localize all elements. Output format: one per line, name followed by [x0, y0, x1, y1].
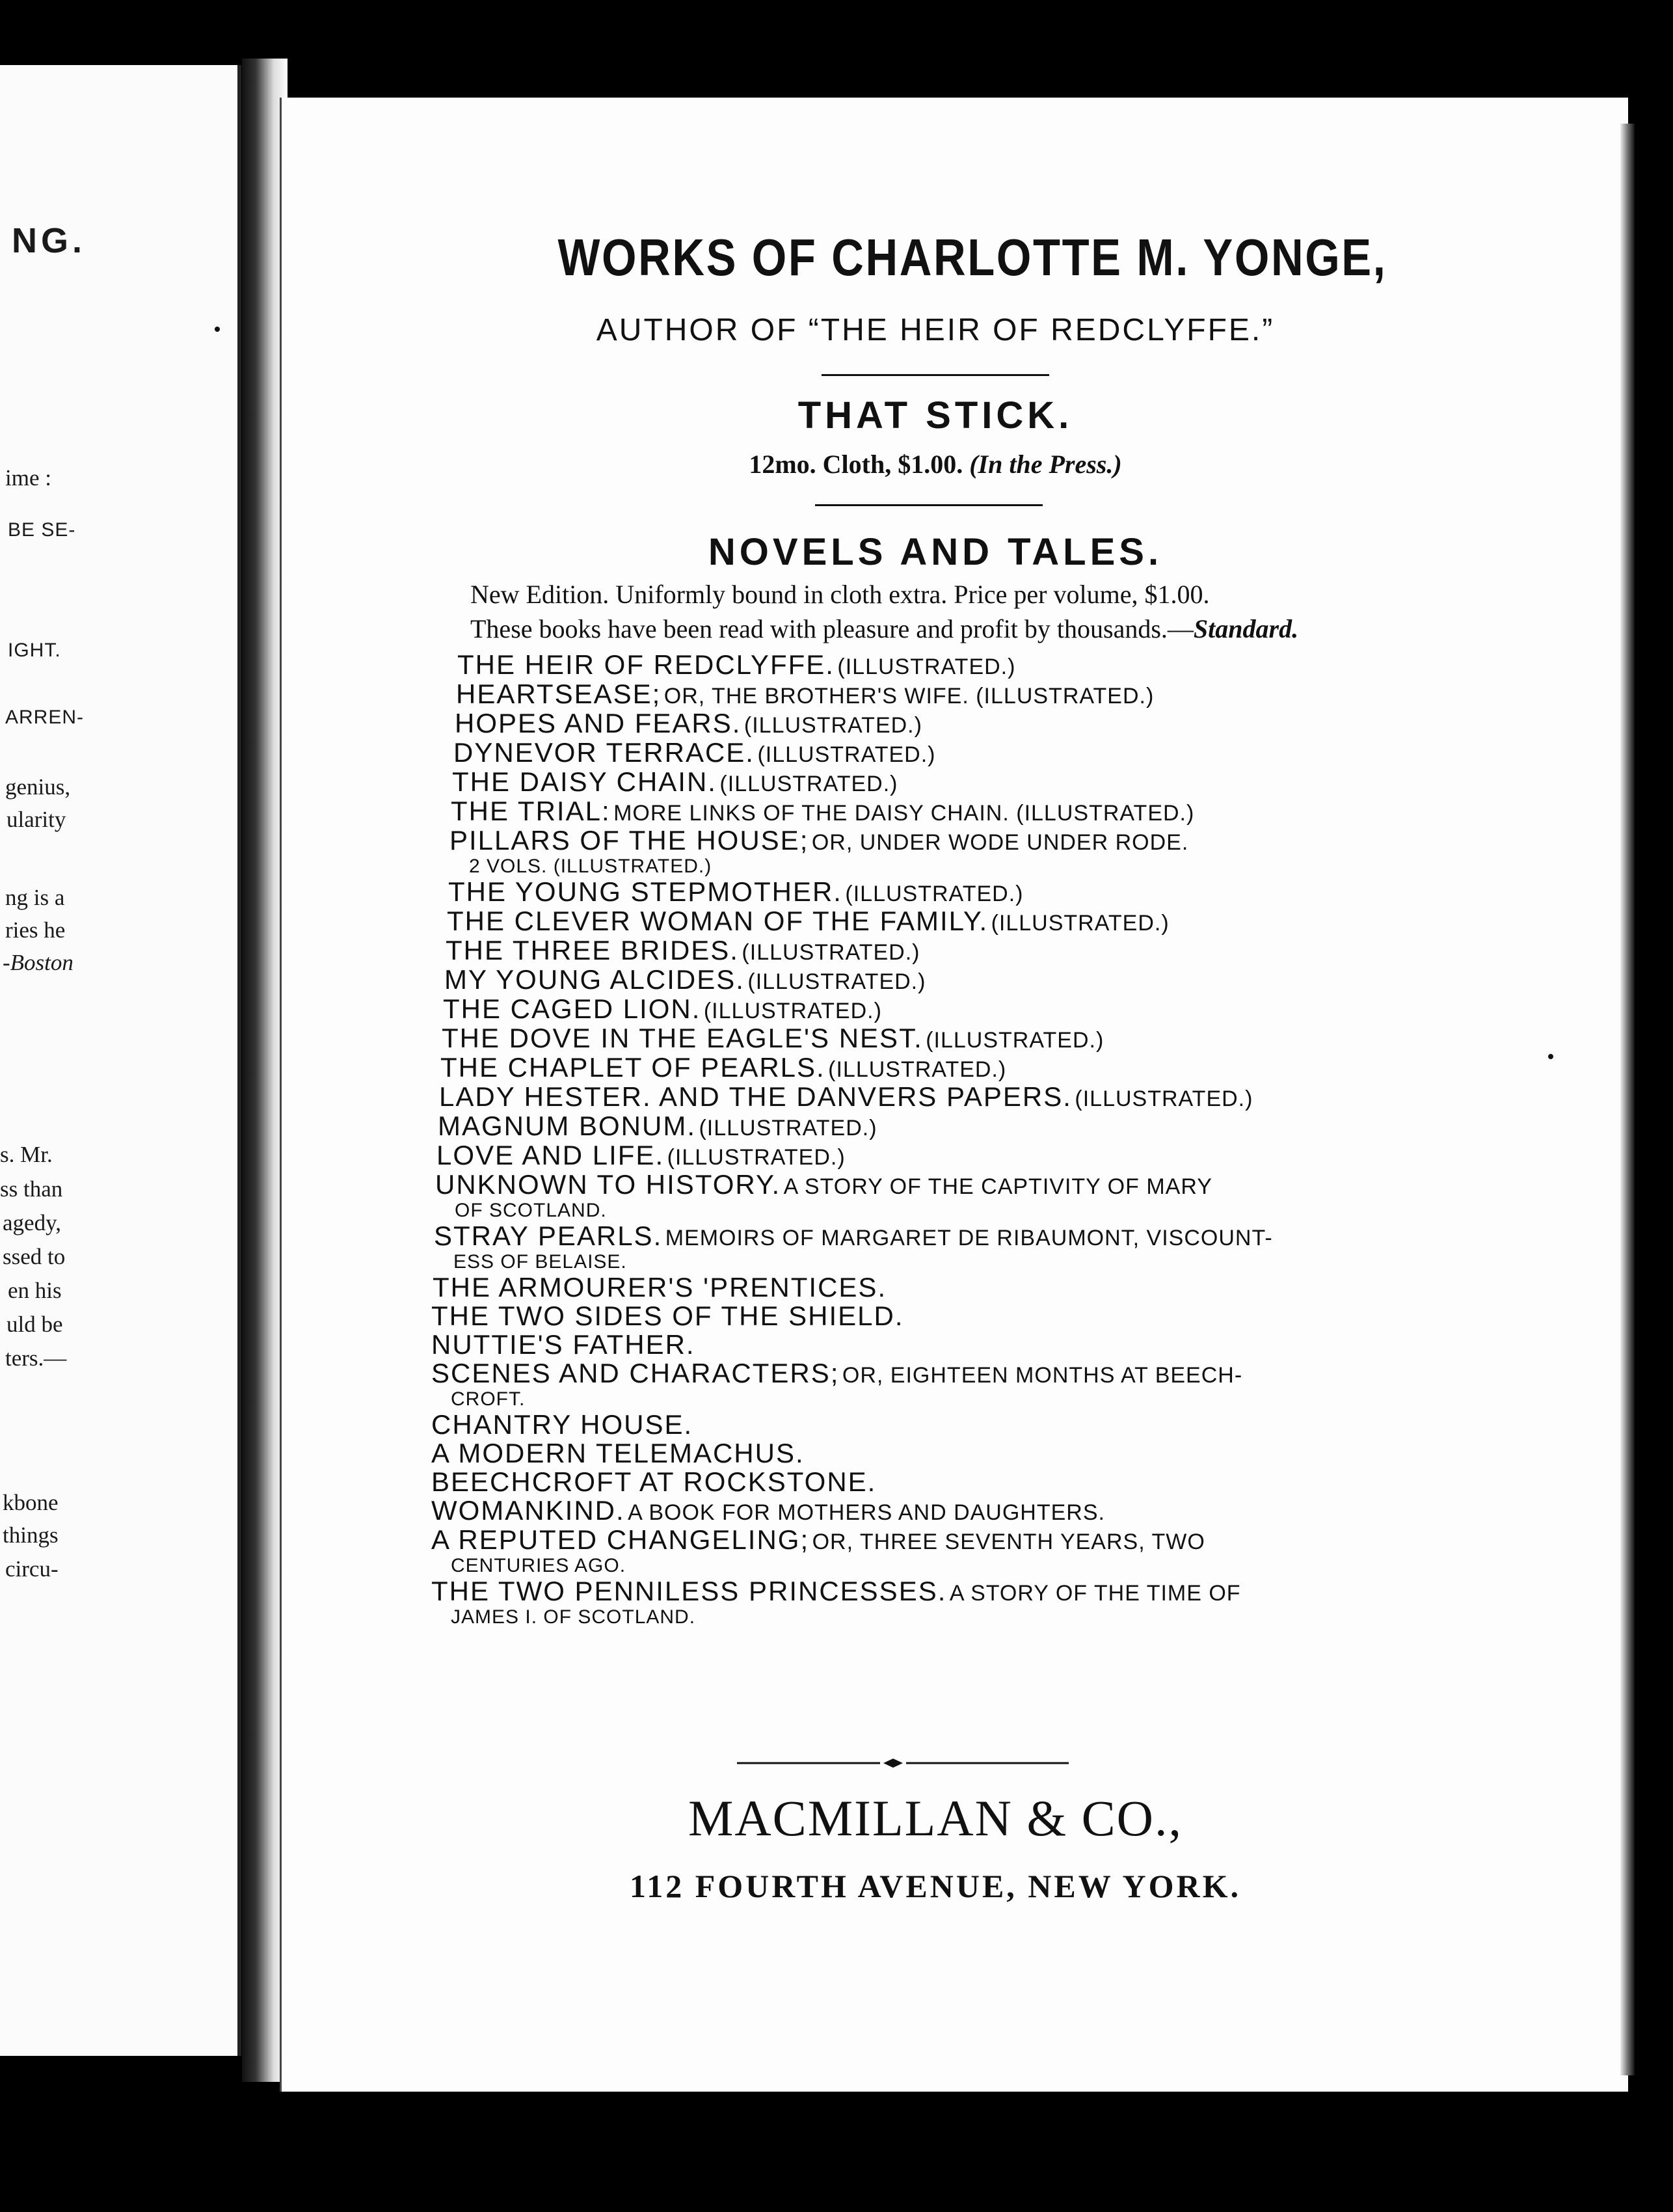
book-title: CHANTRY HOUSE.: [431, 1409, 693, 1440]
book-detail: (ILLUSTRATED.): [743, 713, 922, 738]
book-title: THE CAGED LION.: [443, 993, 701, 1024]
book-title: PILLARS OF THE HOUSE;: [449, 825, 809, 856]
page-subtitle: AUTHOR OF “THE HEIR OF REDCLYFFE.”: [596, 313, 1275, 347]
left-page-fragment: ters.—: [5, 1345, 67, 1371]
book-title: HOPES AND FEARS.: [455, 708, 742, 738]
book-detail: (ILLUSTRATED.): [845, 882, 1024, 906]
book-title: THE THREE BRIDES.: [446, 935, 739, 965]
book-title: THE TWO SIDES OF THE SHIELD.: [431, 1301, 904, 1331]
book-entry: [431, 1496, 1407, 1526]
book-title: THE CHAPLET OF PEARLS.: [440, 1052, 825, 1083]
left-page-fragment: kbone: [3, 1490, 59, 1515]
right-page: [280, 98, 1628, 2092]
book-entry: [431, 878, 1407, 907]
advertisement: [282, 98, 1628, 2092]
page-title: WORKS OF CHARLOTTE M. YONGE,: [557, 228, 1387, 286]
book-title: A MODERN TELEMACHUS.: [431, 1438, 805, 1468]
left-page-fragment: agedy,: [3, 1210, 62, 1235]
book-entry: [431, 1468, 1407, 1496]
left-page-fragment: ARREN-: [5, 707, 85, 728]
left-page-fragment: BE SE-: [8, 519, 76, 541]
book-entry: [431, 1222, 1407, 1273]
left-page-fragment: things: [3, 1522, 59, 1548]
book-entry: [431, 1526, 1407, 1577]
book-detail: A BOOK FOR MOTHERS AND DAUGHTERS.: [628, 1500, 1105, 1525]
book-entry: [431, 768, 1407, 797]
left-page-fragment: genius,: [5, 774, 71, 800]
book-entry: [431, 826, 1407, 878]
book-title: NUTTIE'S FATHER.: [431, 1329, 695, 1360]
book-entry: [431, 965, 1407, 995]
book-entry: [431, 1053, 1407, 1083]
book-entry: [431, 1024, 1407, 1053]
book-detail: OR, THREE SEVENTH YEARS, TWO: [812, 1530, 1205, 1554]
book-entry: [431, 797, 1407, 826]
review-text: These books have been read with pleasure and profit by thousands.—: [470, 614, 1194, 643]
book-detail: (ILLUSTRATED.): [1075, 1086, 1253, 1111]
book-detail: OR, UNDER WODE UNDER RODE.: [811, 830, 1189, 855]
left-page-fragment: en his: [8, 1278, 62, 1303]
price-main: 12mo. Cloth, $1.00.: [749, 450, 963, 479]
book-detail-continued: CROFT.: [451, 1388, 526, 1410]
book-entry: [431, 1170, 1407, 1222]
book-title: THE TWO PENNILESS PRINCESSES.: [431, 1576, 947, 1606]
book-title: THE TRIAL:: [451, 796, 611, 826]
left-page-fragment: ss than: [0, 1176, 63, 1202]
ink-speck: [215, 327, 220, 332]
book-title: A REPUTED CHANGELING;: [431, 1524, 810, 1555]
book-detail: (ILLUSTRATED.): [667, 1145, 846, 1170]
book-title: DYNEVOR TERRACE.: [453, 737, 755, 768]
book-title: MAGNUM BONUM.: [438, 1111, 696, 1141]
book-detail: (ILLUSTRATED.): [991, 911, 1170, 936]
book-detail: (ILLUSTRATED.): [837, 654, 1016, 679]
book-entry: [431, 1141, 1407, 1170]
book-entry: [431, 907, 1407, 936]
left-page-fragment: circu-: [5, 1556, 59, 1582]
book-entry: [431, 1577, 1407, 1628]
book-entry: [431, 1359, 1407, 1410]
review-line: [470, 614, 1407, 644]
book-title: THE YOUNG STEPMOTHER.: [448, 876, 842, 907]
section-heading-novels-and-tales: NOVELS AND TALES.: [708, 531, 1163, 573]
left-page-fragment: uld be: [7, 1312, 63, 1337]
left-page-fragment: ng is a: [5, 885, 65, 910]
book-title: THE DOVE IN THE EAGLE'S NEST.: [442, 1023, 923, 1053]
book-detail: A STORY OF THE CAPTIVITY OF MARY: [783, 1174, 1212, 1199]
left-page-heading: NG.: [12, 221, 87, 260]
book-detail: (ILLUSTRATED.): [703, 999, 882, 1023]
price-line: [496, 449, 1374, 479]
book-detail-continued: OF SCOTLAND.: [455, 1200, 607, 1221]
book-title: BEECHCROFT AT ROCKSTONE.: [431, 1466, 877, 1497]
book-list: [431, 651, 1407, 1628]
publisher-name: MACMILLAN & CO.,: [688, 1790, 1183, 1846]
book-entry: [431, 1410, 1407, 1439]
left-page-fragment: s. Mr.: [0, 1142, 53, 1167]
book-detail: (ILLUSTRATED.): [828, 1057, 1007, 1082]
book-title: THE HEIR OF REDCLYFFE.: [457, 649, 835, 680]
book-detail-continued: JAMES I. OF SCOTLAND.: [451, 1606, 696, 1628]
publisher-address: 112 FOURTH AVENUE, NEW YORK.: [629, 1868, 1241, 1904]
book-title: HEARTSEASE;: [456, 679, 662, 709]
book-title: STRAY PEARLS.: [434, 1221, 663, 1251]
book-entry: [431, 680, 1407, 709]
book-entry: [431, 936, 1407, 965]
book-detail: (ILLUSTRATED.): [719, 772, 898, 796]
book-detail: (ILLUSTRATED.): [699, 1116, 877, 1140]
review-source: Standard.: [1193, 614, 1299, 643]
book-detail-continued: 2 VOLS. (ILLUSTRATED.): [469, 856, 712, 877]
book-entry: [431, 1273, 1407, 1302]
left-page-fragment: ime :: [5, 465, 51, 491]
book-entry: [431, 738, 1407, 768]
book-title: MY YOUNG ALCIDES.: [444, 964, 745, 995]
left-page-fragment: IGHT.: [8, 640, 61, 661]
ornamental-divider: [737, 1757, 1069, 1770]
left-facing-page: [0, 65, 241, 2056]
book-detail: MORE LINKS OF THE DAISY CHAIN. (ILLUSTRATED.): [613, 801, 1195, 826]
left-page-fragment: ularity: [7, 807, 66, 832]
book-entry: [431, 1083, 1407, 1112]
book-title: UNKNOWN TO HISTORY.: [435, 1169, 781, 1200]
book-entry: [431, 709, 1407, 738]
book-title: THE CLEVER WOMAN OF THE FAMILY.: [447, 906, 989, 936]
book-detail: (ILLUSTRATED.): [742, 940, 920, 965]
ink-speck: [1548, 1054, 1553, 1059]
book-title: LOVE AND LIFE.: [436, 1140, 665, 1170]
divider-rule: [822, 374, 1049, 376]
book-detail-continued: ESS OF BELAISE.: [453, 1251, 627, 1273]
book-detail-continued: CENTURIES AGO.: [451, 1555, 626, 1576]
section-heading-that-stick: THAT STICK.: [797, 394, 1073, 437]
book-title: THE DAISY CHAIN.: [452, 766, 717, 797]
book-detail: A STORY OF THE TIME OF: [949, 1581, 1241, 1606]
book-entry: [431, 651, 1407, 680]
book-title: WOMANKIND.: [431, 1495, 625, 1526]
book-title: THE ARMOURER'S 'PRENTICES.: [433, 1272, 887, 1302]
book-entry: [431, 1439, 1407, 1468]
book-detail: OR, THE BROTHER'S WIFE. (ILLUSTRATED.): [663, 684, 1155, 708]
left-page-fragment: ries he: [5, 917, 66, 943]
left-page-fragment: ssed to: [3, 1244, 66, 1269]
price-note: (In the Press.): [969, 450, 1122, 479]
book-detail: (ILLUSTRATED.): [757, 742, 936, 767]
edition-line: New Edition. Uniformly bound in cloth extra. Price per volume, $1.00.: [470, 580, 1210, 609]
book-title: SCENES AND CHARACTERS;: [431, 1358, 840, 1388]
divider-rule: [815, 504, 1043, 506]
book-title: LADY HESTER. AND THE DANVERS PAPERS.: [439, 1081, 1072, 1112]
left-page-fragment: -Boston: [3, 950, 74, 975]
book-entry: [431, 1330, 1407, 1359]
book-entry: [431, 1302, 1407, 1330]
book-entry: [431, 1112, 1407, 1141]
book-detail: (ILLUSTRATED.): [926, 1028, 1104, 1053]
book-detail: OR, EIGHTEEN MONTHS AT BEECH-: [842, 1363, 1243, 1388]
book-entry: [431, 995, 1407, 1024]
book-detail: (ILLUSTRATED.): [747, 969, 926, 994]
book-detail: MEMOIRS OF MARGARET DE RIBAUMONT, VISCOUNT-: [665, 1226, 1273, 1250]
